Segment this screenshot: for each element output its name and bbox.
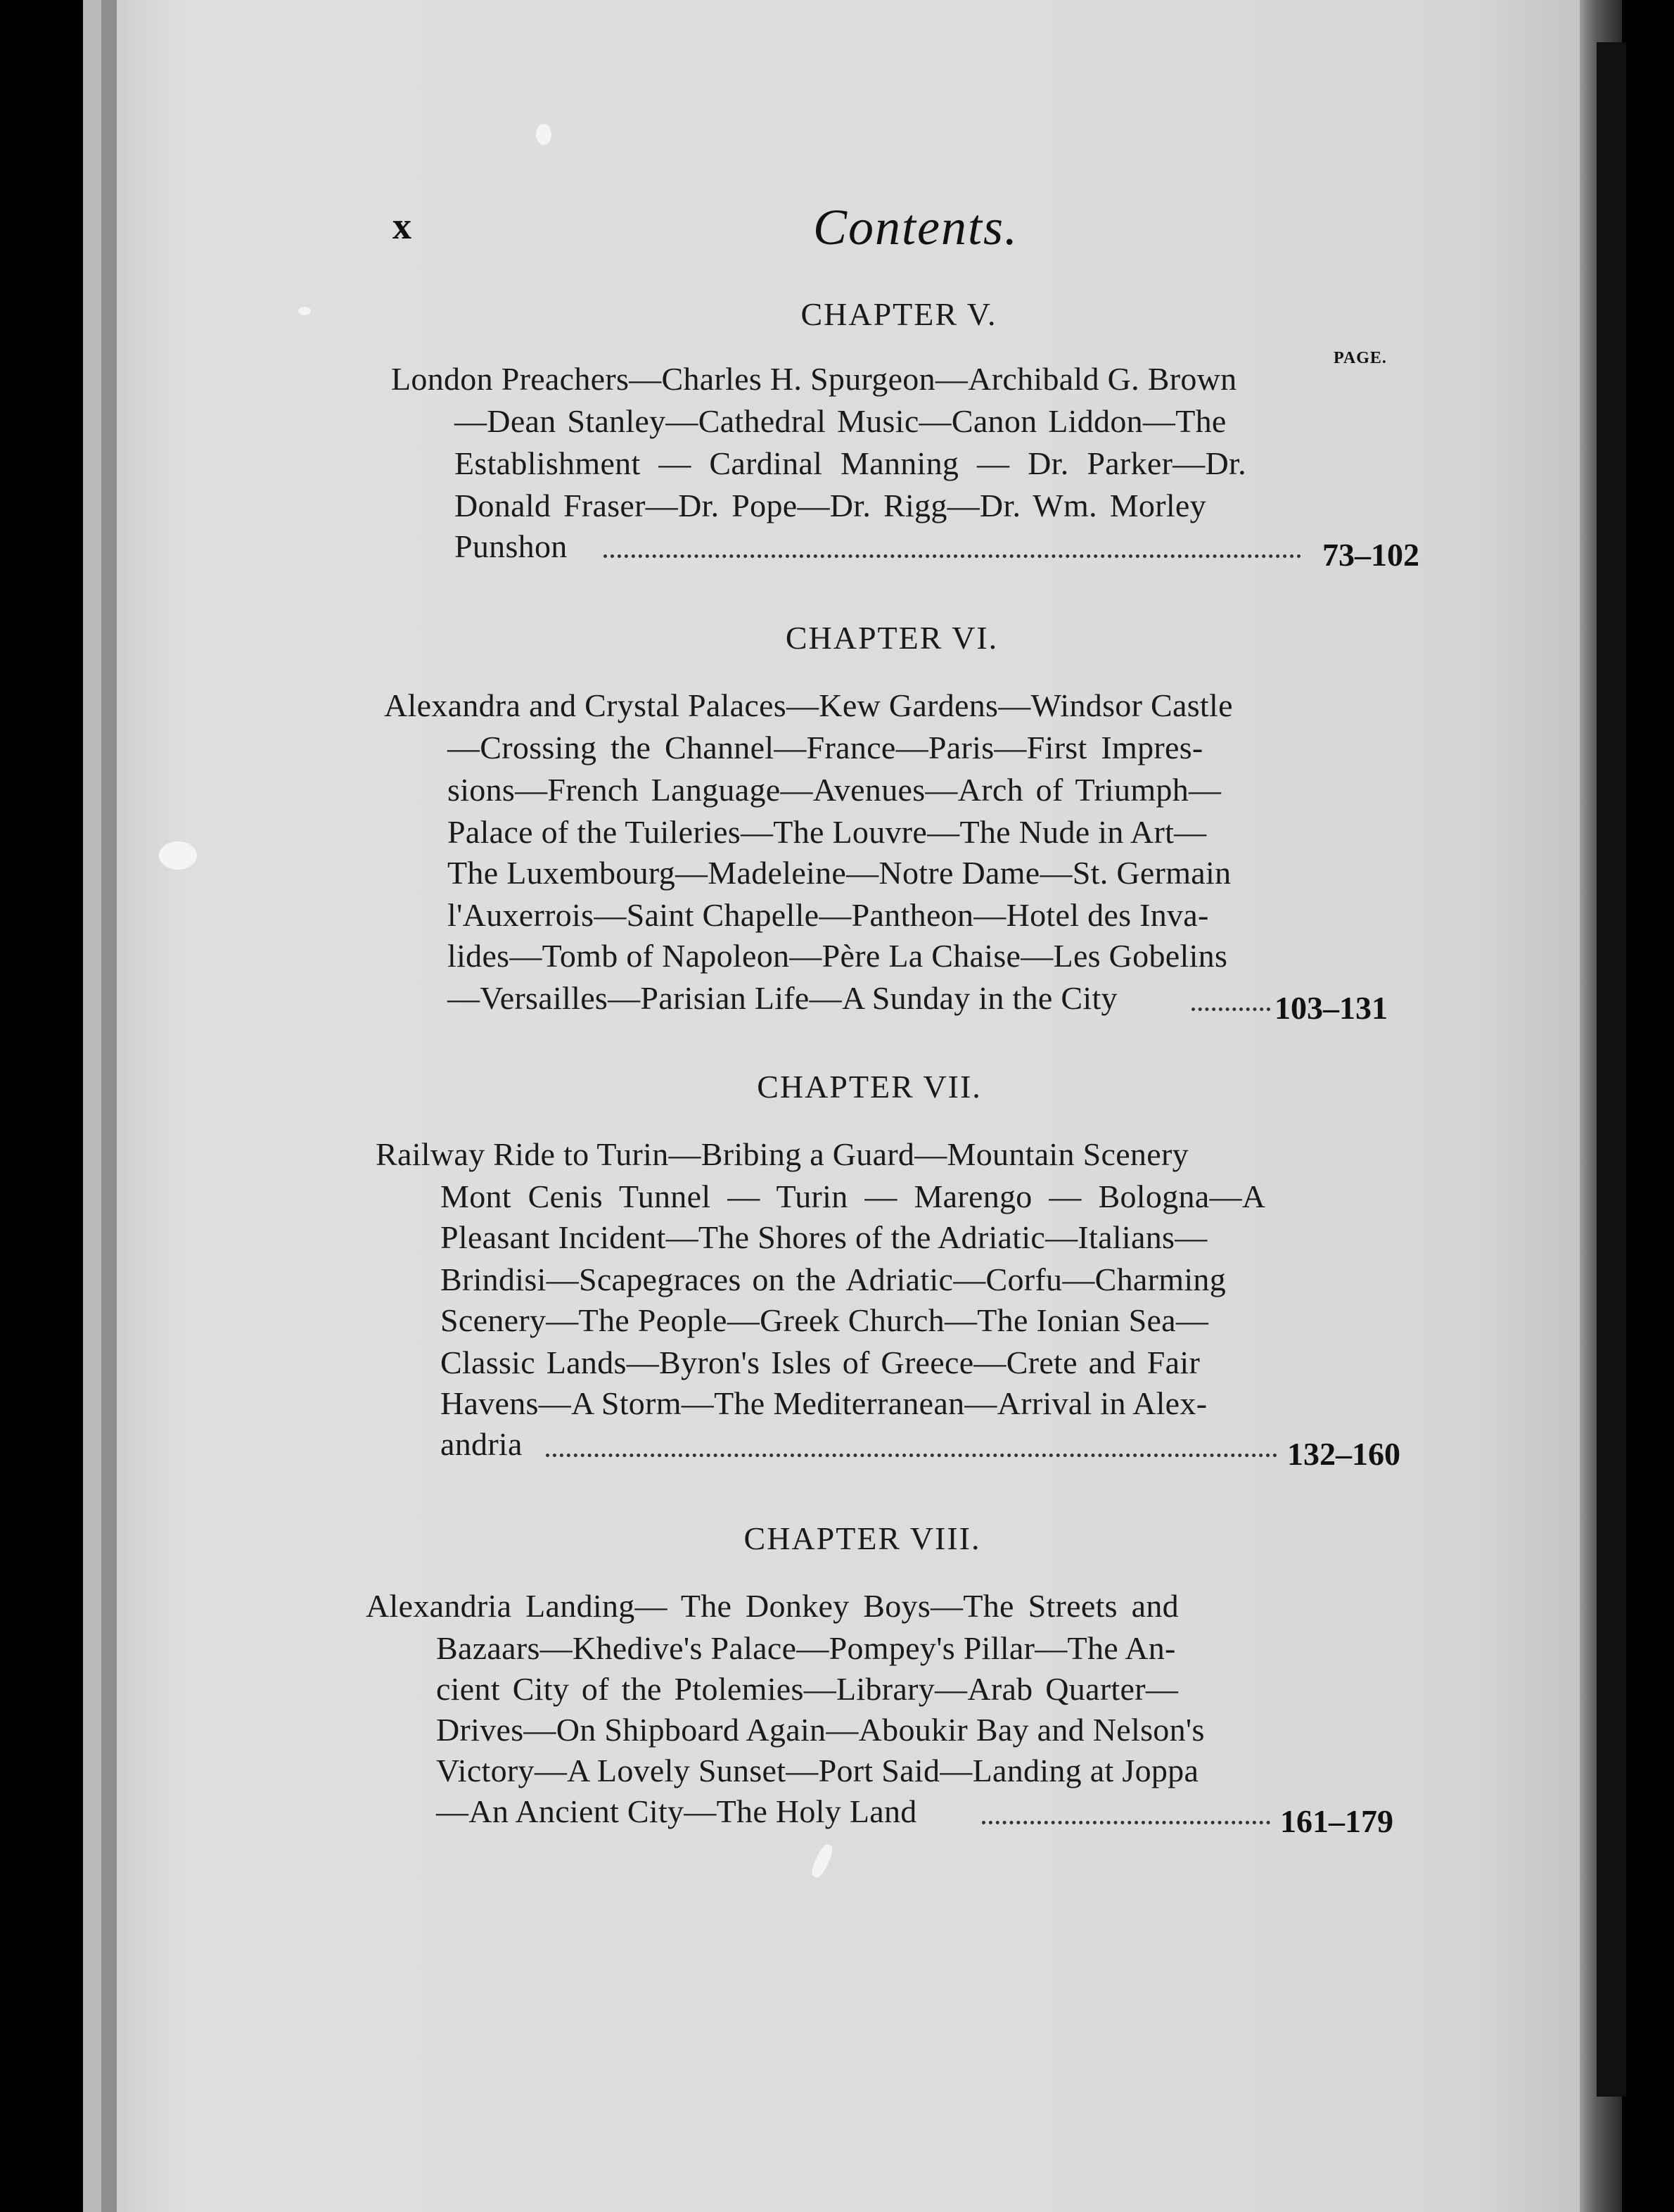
toc-line: Classic Lands—Byron's Isles of Greece—Crete and Fair — [440, 1345, 1201, 1380]
toc-line: Havens—A Storm—The Mediterranean—Arrival in Alex- — [440, 1385, 1208, 1421]
toc-line: Victory—A Lovely Sunset—Port Said—Landing at Joppa — [436, 1753, 1199, 1788]
toc-line: Palace of the Tuileries—The Louvre—The Nude in Art— — [447, 814, 1207, 850]
toc-line: —An Ancient City—The Holy Land — [436, 1793, 917, 1829]
toc-line: cient City of the Ptolemies—Library—Arab Quarter— — [436, 1671, 1179, 1707]
toc-line: Alexandria Landing— The Donkey Boys—The Streets and — [366, 1588, 1179, 1624]
toc-line: The Luxembourg—Madeleine—Notre Dame—St. Germain — [447, 855, 1232, 891]
page-range: 132–160 — [1287, 1436, 1400, 1472]
running-head: Contents. — [813, 199, 1019, 255]
toc-line: andria — [440, 1426, 523, 1462]
chapter-heading: CHAPTER V. — [800, 296, 997, 332]
chapter-heading: CHAPTER VI. — [785, 620, 999, 656]
toc-line: sions—French Language—Avenues—Arch of Triumph— — [447, 772, 1222, 808]
page-number: x — [392, 205, 411, 247]
toc-line: Railway Ride to Turin—Bribing a Guard—Mountain Scenery — [376, 1136, 1189, 1172]
chapter-heading: CHAPTER VII. — [757, 1069, 982, 1105]
toc-line: London Preachers—Charles H. Spurgeon—Archibald G. Brown — [391, 361, 1237, 397]
toc-line: Bazaars—Khedive's Palace—Pompey's Pillar—The An- — [436, 1630, 1176, 1666]
toc-line: —Crossing the Channel—France—Paris—First Impres- — [447, 730, 1203, 765]
toc-line: Pleasant Incident—The Shores of the Adriatic—Italians— — [440, 1219, 1208, 1255]
scan-speck — [298, 307, 311, 315]
page-edge — [83, 0, 101, 2212]
dot-leader — [546, 1447, 1277, 1457]
toc-line: —Versailles—Parisian Life—A Sunday in the City — [447, 980, 1118, 1016]
toc-line: Brindisi—Scapegraces on the Adriatic—Corfu—Charming — [440, 1261, 1227, 1297]
scan-speck — [536, 124, 551, 145]
toc-line: Establishment — Cardinal Manning — Dr. Parker—Dr. — [454, 445, 1246, 481]
scan-speck — [159, 841, 197, 870]
dot-leader — [982, 1814, 1270, 1824]
toc-line: Mont Cenis Tunnel — Turin — Marengo — Bologna—A — [440, 1178, 1266, 1214]
toc-line: Scenery—The People—Greek Church—The Ionian Sea— — [440, 1302, 1209, 1338]
page-edge — [101, 0, 117, 2212]
page-range: 103–131 — [1274, 990, 1388, 1026]
page-column-label: PAGE. — [1334, 349, 1387, 367]
toc-line: Donald Fraser—Dr. Pope—Dr. Rigg—Dr. Wm. Morley — [454, 488, 1206, 523]
page-range: 161–179 — [1280, 1803, 1393, 1839]
chapter-heading: CHAPTER VIII. — [743, 1520, 981, 1556]
toc-line: —Dean Stanley—Cathedral Music—Canon Liddon—The — [454, 403, 1227, 439]
toc-line: Punshon — [454, 528, 568, 564]
dot-leader — [603, 547, 1301, 558]
page-edge — [117, 0, 127, 2212]
binding-shadow — [1597, 42, 1626, 2097]
toc-line: lides—Tomb of Napoleon—Père La Chaise—Les Gobelins — [447, 938, 1228, 974]
toc-line: Alexandra and Crystal Palaces—Kew Gardens—Windsor Castle — [384, 687, 1233, 723]
toc-line: l'Auxerrois—Saint Chapelle—Pantheon—Hotel des Inva- — [447, 897, 1209, 933]
toc-line: Drives—On Shipboard Again—Aboukir Bay and Nelson's — [436, 1712, 1205, 1748]
dot-leader — [1191, 1000, 1270, 1011]
page-range: 73–102 — [1322, 537, 1419, 573]
